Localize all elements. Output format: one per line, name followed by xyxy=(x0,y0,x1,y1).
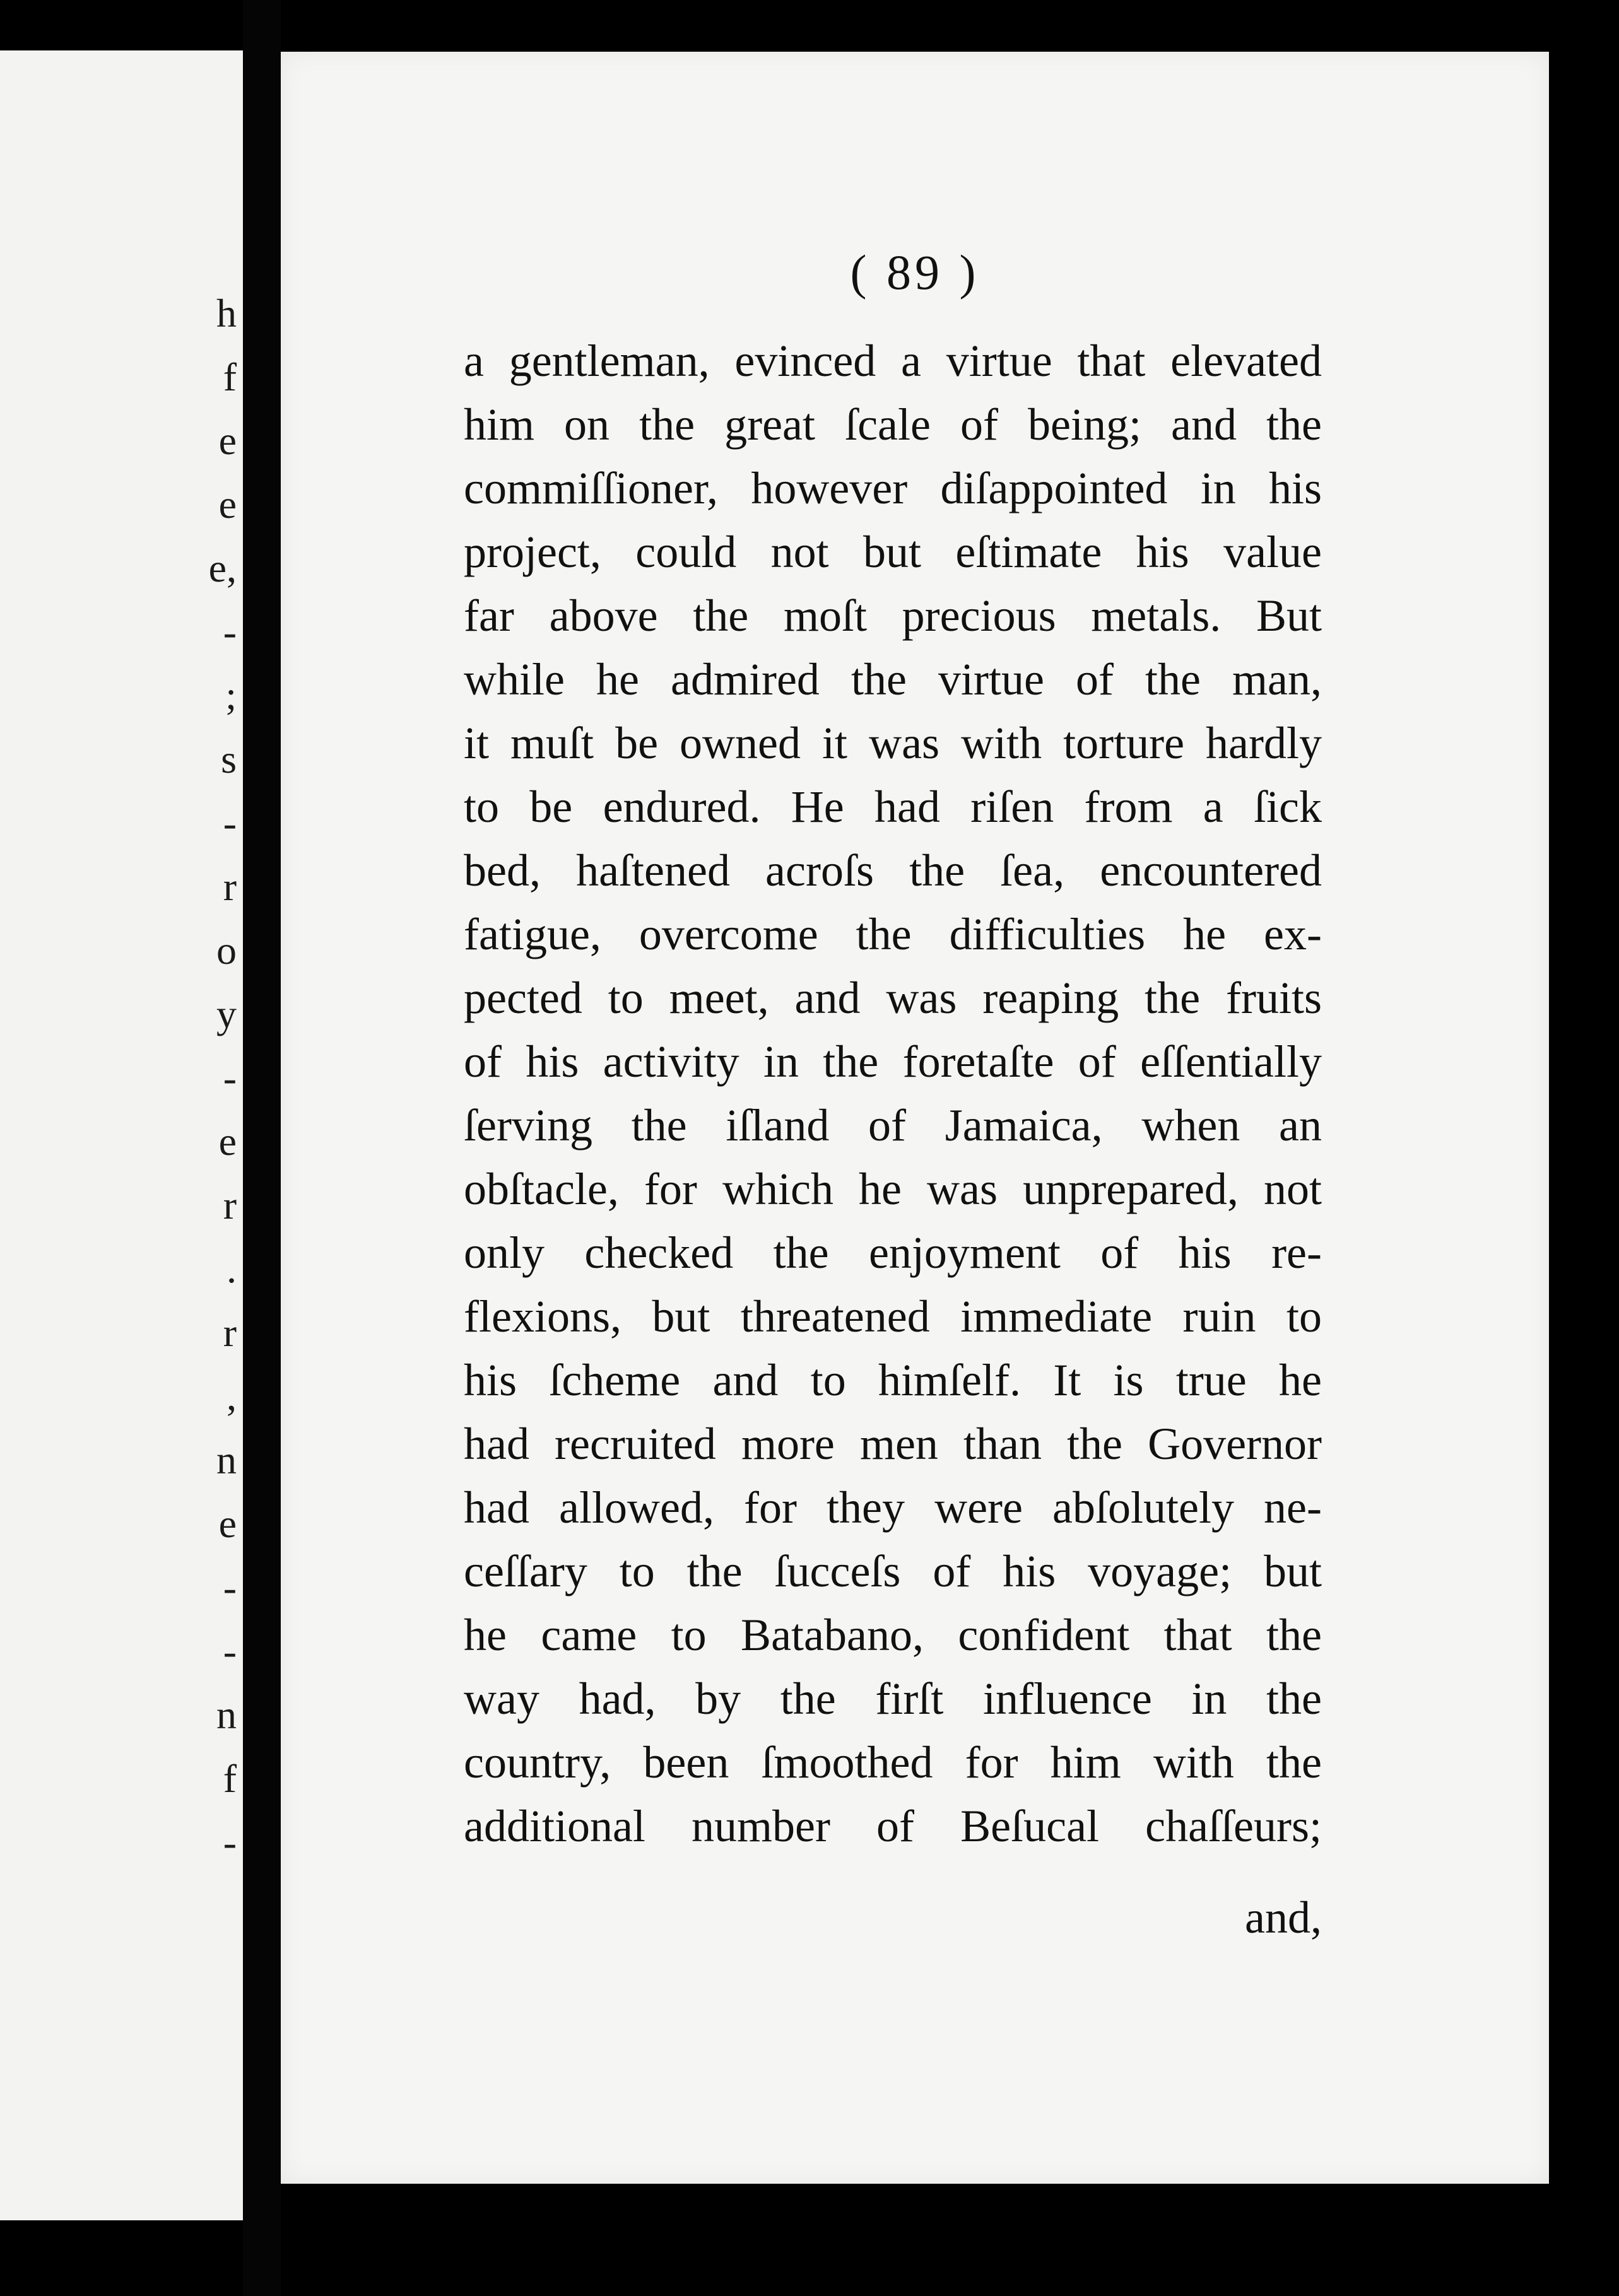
previous-page-line-endings xyxy=(186,50,237,2220)
previous-page-fragment: r xyxy=(223,1310,237,1355)
text-line: while he admired the virtue of the man, xyxy=(464,654,1322,705)
previous-page-fragment: f xyxy=(223,354,237,399)
previous-page-fragment: e xyxy=(218,482,237,527)
text-line: ſerving the iſland of Jamaica, when an xyxy=(464,1100,1322,1151)
text-line: a gentleman, evinced a virtue that elevated xyxy=(464,336,1322,386)
previous-page-fragment: r xyxy=(223,864,237,909)
previous-page-fragment: - xyxy=(223,1820,237,1865)
text-line: had recruited more men than the Governor xyxy=(464,1419,1322,1469)
previous-page-fragment: e xyxy=(218,1501,237,1546)
previous-page-fragment: , xyxy=(227,1374,237,1419)
text-line: bed, haſtened acroſs the ſea, encountered xyxy=(464,845,1322,896)
previous-page-fragment: e xyxy=(218,418,237,463)
text-line: additional number of Beſucal chaſſeurs; xyxy=(464,1801,1322,1851)
text-line: to be endured. He had riſen from a ſick xyxy=(464,782,1322,832)
previous-page-fragment: r xyxy=(223,1183,237,1227)
text-line: flexions, but threatened immediate ruin to xyxy=(464,1291,1322,1342)
text-line: him on the great ſcale of being; and the xyxy=(464,399,1322,450)
previous-page-fragment: s xyxy=(221,737,237,782)
previous-page-fragment: n xyxy=(216,1692,237,1737)
body-text xyxy=(464,329,1322,1858)
text-line: of his activity in the foretaſte of eſſentially xyxy=(464,1036,1322,1087)
previous-page-fragment: n xyxy=(216,1438,237,1482)
page-number: ( 89 ) xyxy=(850,245,980,300)
text-line: obſtacle, for which he was unprepared, not xyxy=(464,1164,1322,1214)
previous-page-fragment: - xyxy=(223,1055,237,1100)
text-line: way had, by the firſt influence in the xyxy=(464,1673,1322,1724)
text-line: far above the moſt precious metals. But xyxy=(464,590,1322,641)
previous-page-fragment: - xyxy=(223,1629,237,1673)
previous-page-fragment: . xyxy=(227,1246,237,1291)
catchword: and, xyxy=(1245,1892,1322,1943)
text-line: pected to meet, and was reaping the fruits xyxy=(464,973,1322,1023)
text-line: country, been ſmoothed for him with the xyxy=(464,1737,1322,1788)
previous-page-fragment: e, xyxy=(208,546,237,590)
text-line: it muſt be owned it was with torture hardly xyxy=(464,718,1322,768)
book-page xyxy=(281,52,1549,2184)
text-line: only checked the enjoyment of his re- xyxy=(464,1227,1322,1278)
text-line: commiſſioner, however diſappointed in his xyxy=(464,463,1322,513)
previous-page-fragment: o xyxy=(216,928,237,973)
previous-page-fragment: e xyxy=(218,1119,237,1164)
previous-page-fragment: ; xyxy=(225,673,237,718)
previous-page-edge xyxy=(0,50,243,2220)
text-line: he came to Batabano, confident that the xyxy=(464,1610,1322,1660)
previous-page-fragment: - xyxy=(223,609,237,654)
previous-page-fragment: h xyxy=(216,291,237,336)
previous-page-fragment: f xyxy=(223,1756,237,1801)
text-line: fatigue, overcome the difficulties he ex- xyxy=(464,909,1322,959)
text-line: project, could not but eſtimate his value xyxy=(464,527,1322,577)
previous-page-fragment: y xyxy=(216,992,237,1036)
previous-page-fragment: - xyxy=(223,1565,237,1610)
text-line: his ſcheme and to himſelf. It is true he xyxy=(464,1355,1322,1405)
text-line: had allowed, for they were abſolutely ne- xyxy=(464,1482,1322,1533)
previous-page-fragment: - xyxy=(223,800,237,845)
text-line: ceſſary to the ſucceſs of his voyage; but xyxy=(464,1546,1322,1596)
book-gutter xyxy=(243,0,281,2296)
